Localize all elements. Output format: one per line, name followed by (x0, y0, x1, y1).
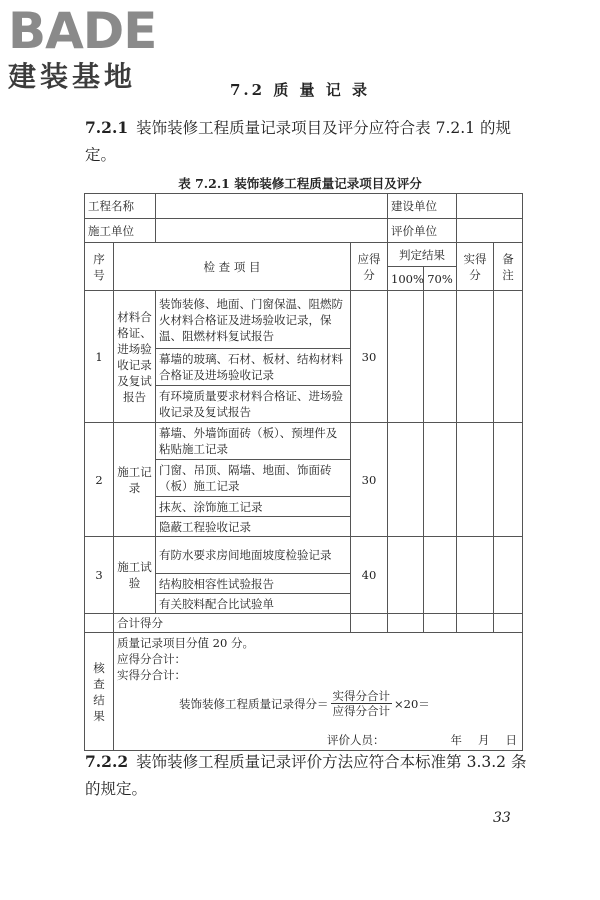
partial-cell (424, 537, 457, 614)
row-score: 40 (351, 537, 388, 614)
remark-cell (494, 537, 523, 614)
day-label: 日 (505, 733, 517, 747)
header-score: 应得分 (351, 243, 388, 291)
build-unit-value (457, 194, 523, 219)
row-seq: 1 (85, 291, 114, 423)
clause-text: 装饰装修工程质量记录评价方法应符合本标准第 3.3.2 条的规定。 (85, 753, 527, 798)
total-actual-cell (457, 614, 494, 633)
check-item: 有防水要求房间地面坡度检验记录 (156, 537, 351, 574)
construct-unit-label: 施工单位 (85, 219, 156, 243)
check-item: 装饰装修、地面、门窗保温、阻燃防火材料合格证及进场验收记录，保温、阻燃材料复试报告 (156, 291, 351, 349)
full-cell (388, 423, 424, 537)
paragraph-7-2-1 (85, 114, 535, 169)
check-item: 幕墙的玻璃、石材、板材、结构材料合格证及进场验收记录 (156, 349, 351, 386)
full-cell (388, 537, 424, 614)
score-formula (179, 689, 519, 718)
formula-denominator: 应得分合计 (332, 704, 390, 718)
formula-suffix: ×20＝ (394, 696, 430, 711)
check-item: 结构胶相容性试验报告 (156, 574, 351, 594)
signature-line (117, 732, 519, 748)
total-full-cell (388, 614, 424, 633)
check-item: 抹灰、涂饰施工记录 (156, 497, 351, 517)
partial-cell (424, 423, 457, 537)
header-actual: 实得分 (457, 243, 494, 291)
quality-record-table (84, 193, 523, 751)
review-content (114, 633, 523, 751)
header-seq: 序号 (85, 243, 114, 291)
review-line: 应得分合计： (117, 652, 186, 666)
check-item: 门窗、吊顶、隔墙、地面、饰面砖（板）施工记录 (156, 460, 351, 497)
partial-cell (424, 291, 457, 423)
month-label: 月 (478, 733, 490, 747)
clause-text: 装饰装修工程质量记录项目及评分应符合表 7.2.1 的规定。 (85, 119, 511, 164)
full-cell (388, 291, 424, 423)
actual-cell (457, 537, 494, 614)
header-items: 检 查 项 目 (114, 243, 351, 291)
paragraph-7-2-2 (85, 748, 535, 803)
formula-prefix: 装饰装修工程质量记录得分＝ (179, 696, 329, 711)
total-seq-cell (85, 614, 114, 633)
total-score-cell (351, 614, 388, 633)
build-unit-label: 建设单位 (388, 194, 457, 219)
clause-number: 7.2.2 (85, 752, 129, 771)
page-number: 33 (493, 810, 511, 826)
row-score: 30 (351, 423, 388, 537)
eval-unit-label: 评价单位 (388, 219, 457, 243)
check-item: 幕墙、外墙饰面砖（板）、预埋件及粘贴施工记录 (156, 423, 351, 460)
row-category: 施工试验 (114, 537, 156, 614)
year-label: 年 (450, 733, 462, 747)
total-label: 合计得分 (114, 614, 351, 633)
table-caption: 表 7.2.1 装饰装修工程质量记录项目及评分 (178, 176, 422, 191)
logo-mark: BADE (8, 2, 157, 60)
project-name-label: 工程名称 (85, 194, 156, 219)
check-item: 隐蔽工程验收记录 (156, 517, 351, 537)
total-partial-cell (424, 614, 457, 633)
check-item: 有环境质量要求材料合格证、进场验收记录及复试报告 (156, 386, 351, 423)
clause-number: 7.2.1 (85, 118, 129, 137)
header-judge: 判定结果 (388, 243, 457, 267)
formula-fraction (331, 689, 393, 718)
review-label: 核查结果 (85, 633, 114, 751)
header-full: 100% (388, 267, 424, 291)
actual-cell (457, 423, 494, 537)
remark-cell (494, 423, 523, 537)
row-seq: 3 (85, 537, 114, 614)
row-category: 施工记录 (114, 423, 156, 537)
header-remark: 备注 (494, 243, 523, 291)
header-partial: 70% (424, 267, 457, 291)
actual-cell (457, 291, 494, 423)
review-line: 质量记录项目分值 20 分。 (117, 636, 254, 650)
review-line: 实得分合计： (117, 668, 186, 682)
construct-unit-value (156, 219, 388, 243)
row-score: 30 (351, 291, 388, 423)
eval-unit-value (457, 219, 523, 243)
check-item: 有关胶料配合比试验单 (156, 594, 351, 614)
remark-cell (494, 291, 523, 423)
row-seq: 2 (85, 423, 114, 537)
project-name-value (156, 194, 388, 219)
section-title: 7.2 质 量 记 录 (230, 81, 370, 99)
row-category: 材料合格证、进场验收记录及复试报告 (114, 291, 156, 423)
logo-subtitle: 建装基地 (8, 60, 137, 93)
formula-numerator: 实得分合计 (332, 689, 390, 703)
total-remark-cell (494, 614, 523, 633)
evaluator-label: 评价人员： (327, 733, 385, 747)
